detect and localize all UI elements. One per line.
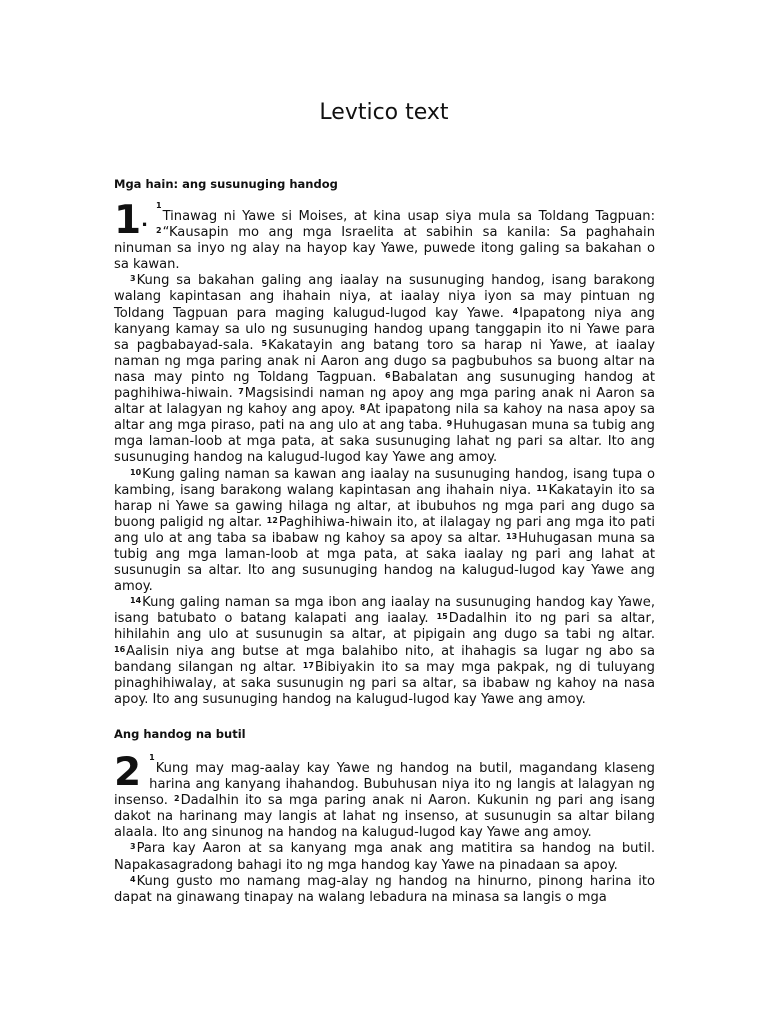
paragraph-ch2-p2 xyxy=(114,841,655,873)
chapter-number-mark: . xyxy=(141,210,148,231)
chapter-1-text xyxy=(114,200,655,708)
verse-number: 6 xyxy=(385,370,391,380)
paragraph-ch2-p1 xyxy=(114,752,655,841)
section-heading-butil: Ang handog na butil xyxy=(114,727,246,741)
verse-number: 2 xyxy=(174,794,180,804)
verse-number: 13 xyxy=(506,531,518,541)
verse-number: 10 xyxy=(130,467,142,477)
verse-text: Tinawag ni Yawe si Moises, at kina usap siya mula sa Toldang Tagpuan: xyxy=(162,209,655,224)
verse-text: Para kay Aaron at sa kanyang mga anak ang matitira sa handog na butil. Napakasagradong bahagi ito ng mga handog kay Yawe na pinadaan sa apoy. xyxy=(114,841,655,873)
verse-number: 4 xyxy=(512,306,519,316)
verse-number: 2 xyxy=(155,226,162,236)
chapter-2-text xyxy=(114,752,655,906)
verse-text: Babalatan ang susunuging handog at paghihiwa-hiwain. xyxy=(114,369,655,402)
verse-number: 16 xyxy=(114,644,126,654)
verse-number: 3 xyxy=(130,274,136,284)
verse-text: Dadalhin ito sa mga paring anak ni Aaron. Kukunin ng pari ang isang dakot na harinang may langis at lahat ng insenso, at susunugin sa altar bilang alaala. Ito ang sinunog na handog na kalugud-lugod kay Yawe ang amoy. xyxy=(114,793,655,841)
paragraph-ch1-p3 xyxy=(114,467,655,596)
verse-text: Kakatayin ang batang toro sa harap ni Yawe, at iaalay naman ng mga paring anak ni Aaron ang dugo sa pagbubuhos sa buong altar na nasa may pinto ng Toldang Tagpuan. xyxy=(114,337,655,385)
verse-number: 7 xyxy=(238,387,244,397)
verse-number: 1 xyxy=(155,201,162,210)
verse-number: 9 xyxy=(446,419,453,429)
verse-number: 3 xyxy=(130,842,136,852)
verse-text: Paghihiwa-hiwain ito, at ilalagay ng pari ang mga ito pati ang ulo at ang taba sa ibabaw ng kahoy sa apoy sa altar. xyxy=(114,514,655,546)
verse-text: Bibiyakin ito sa may mga pakpak, ng di tuluyang pinaghihiwalay, at saka susunugin ng pari sa altar, sa ibabaw ng kahoy na nasa apoy. Ito ang susunuging handog na kalugud-lugod kay Yawe ang amoy. xyxy=(114,659,655,707)
paragraph-ch2-p3 xyxy=(114,874,655,906)
paragraph-ch1-p2 xyxy=(114,273,655,466)
chapter-number-1 xyxy=(114,198,148,243)
verse-number: 4 xyxy=(130,874,136,884)
verse-text: Huhugasan muna sa tubig ang mga laman-loob at mga pata, at saka iaalay ng pari ang lahat at susunugin sa altar. Ito ang susunuging handog na kalugud-lugod kay Yawe ang amoy. xyxy=(114,530,655,595)
chapter-number-2 xyxy=(114,750,142,795)
verse-text: Kung galing naman sa kawan ang iaalay na susunuging handog, isang tupa o kambing, isang barakong walang kapintasan ang ihahain niya. xyxy=(114,466,655,498)
verse-text: Huhugasan muna sa tubig ang mga laman-loob at mga pata, at saka susunuging lahat ng pari sa altar. Ito ang susunuging handog na kalugud-lugod kay Yawe ang amoy. xyxy=(114,418,655,466)
verse-text: Magsisindi naman ng apoy ang mga paring anak ni Aaron sa altar at lalagyan ng kahoy ang apoy. xyxy=(114,386,655,418)
chapter-number-digit: 2 xyxy=(114,750,142,795)
verse-text: At ipapatong nila sa kahoy na nasa apoy sa altar ang mga piraso, pati na ang ulo at ang taba. xyxy=(114,402,655,434)
verse-text: Kung may mag-aalay kay Yawe ng handog na butil, magandang klaseng harina ang kanyang ihahandog. Bubuhusan niya ito ng langis at lalagyan ng insenso. xyxy=(114,761,655,809)
verse-number: 11 xyxy=(536,483,548,493)
chapter-number-digit: 1 xyxy=(114,198,142,243)
verse-text: Aalisin niya ang butse at mga balahibo nito, at ihahagis sa lugar ng abo sa bandang silangan ng altar. xyxy=(114,643,655,675)
verse-text: Kung sa bakahan galing ang iaalay na susunuging handog, isang barakong walang kapintasan ang ihahain niya, at iaalay niya iyon sa may pintuan ng Toldang Tagpuan para maging kalugud-lugod kay Yawe. xyxy=(114,273,655,321)
verse-text: Dadalhin ito ng pari sa altar, hihilahin ang ulo at susunugin sa altar, at pipigain ang dugo sa tabi ng altar. xyxy=(114,611,655,643)
document-title: Levtico text xyxy=(319,100,449,125)
verse-number: 15 xyxy=(436,612,448,622)
verse-number: 1 xyxy=(149,753,155,762)
verse-number: 5 xyxy=(261,338,268,348)
section-heading-hain: Mga hain: ang susunuging handog xyxy=(114,177,338,191)
verse-number: 17 xyxy=(302,660,314,670)
verse-number: 8 xyxy=(359,403,366,413)
verse-text: Ipapatong niya ang kanyang kamay sa ulo ng susunuging handog upang tanggapin ito ni Yawe para sa pagbabayad-sala. xyxy=(114,305,655,353)
verse-number: 14 xyxy=(130,596,142,606)
verse-text: Kakatayin ito sa harap ni Yawe sa gawing hilaga ng altar, at ibubuhos ng mga pari ang dugo sa buong paligid ng altar. xyxy=(114,482,655,530)
verse-text: Kung gusto mo namang mag-alay ng handog na hinurno, pinong harina ito dapat na ginawang tinapay na walang lebadura na minasa sa langis o mga xyxy=(114,873,655,905)
verse-number: 12 xyxy=(266,515,278,525)
verse-text: Kung galing naman sa mga ibon ang iaalay na susunuging handog kay Yawe, isang batubato o batang kalapati ang iaalay. xyxy=(114,595,655,627)
paragraph-ch1-p4 xyxy=(114,595,655,708)
verse-text: “Kausapin mo ang mga Israelita at sabihin sa kanila: Sa paghahain ninuman sa inyo ng alay na hayop kay Yawe, puwede itong galing sa bakahan o sa kawan. xyxy=(114,225,655,273)
paragraph-ch1-p1 xyxy=(114,200,655,273)
